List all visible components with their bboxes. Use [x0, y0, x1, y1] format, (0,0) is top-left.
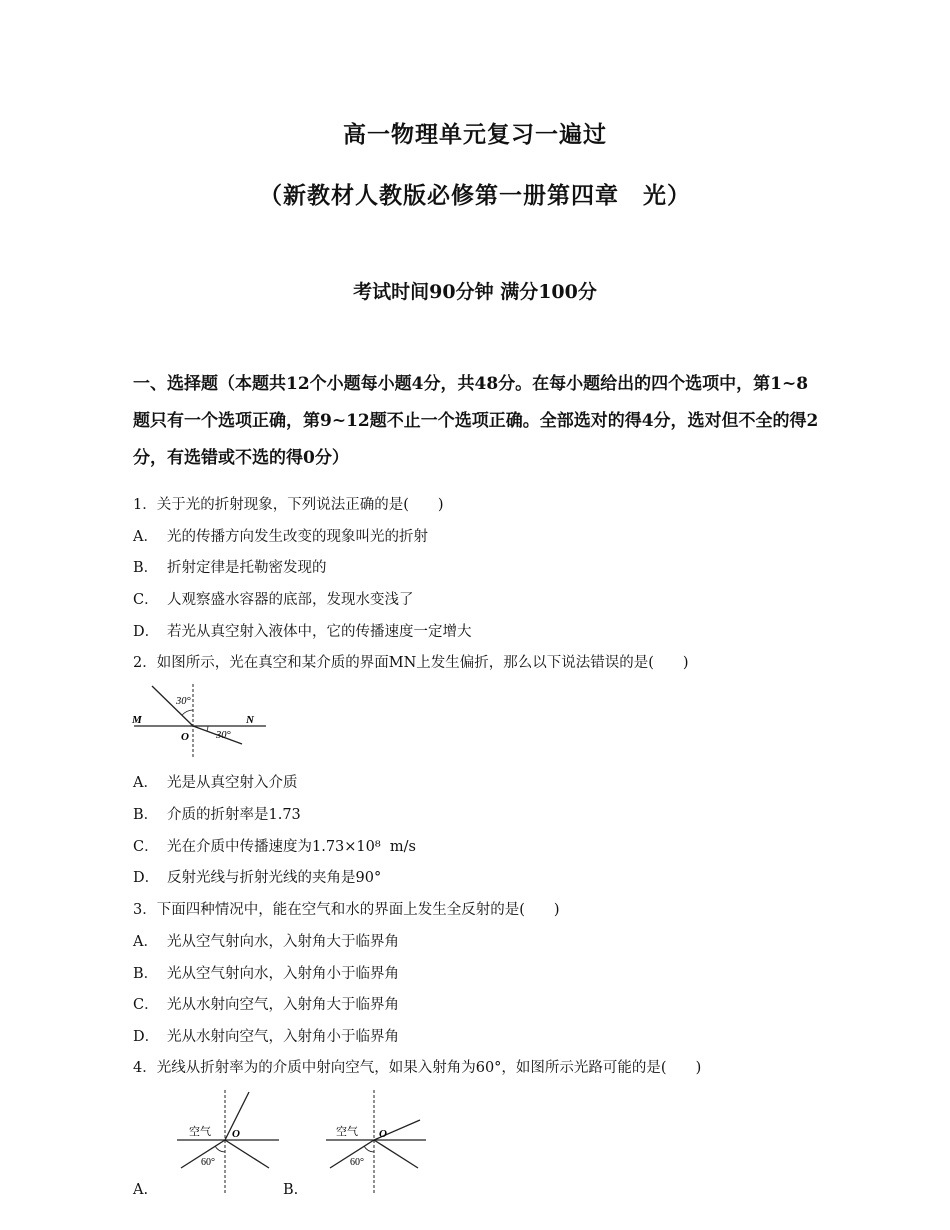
option-text: 介质的折射率是1.73 — [167, 807, 301, 823]
option-3c — [133, 993, 399, 1014]
option-letter: B． — [133, 966, 159, 982]
doc-title: 高一物理单元复习一遍过 — [343, 121, 607, 148]
option-1d — [133, 620, 472, 641]
option-text: 光在介质中传播速度为1.73×10⁸ m/s — [167, 839, 416, 855]
reflected-ray — [225, 1140, 269, 1168]
figure-a-label: A. — [133, 1182, 149, 1198]
light-path-figure-a — [175, 1088, 285, 1196]
option-text: 折射定律是托勒密发现的 — [167, 560, 327, 576]
option-2c — [133, 835, 416, 856]
option-letter: A． — [133, 934, 158, 950]
option-2d — [133, 866, 381, 887]
option-1a — [133, 525, 428, 546]
option-letter: D． — [133, 1029, 160, 1045]
question-1-stem: 1．关于光的折射现象，下列说法正确的是( ) — [133, 497, 444, 513]
figure-b-label: B. — [283, 1182, 299, 1198]
option-text: 光从空气射向水，入射角大于临界角 — [167, 934, 399, 950]
refraction-figure — [130, 682, 270, 760]
label-m: M — [132, 714, 142, 726]
question-4-stem: 4．光线从折射率为的介质中射向空气，如果入射角为60°，如图所示光路可能的是( ) — [133, 1060, 702, 1076]
angle-arc — [207, 726, 208, 731]
option-text: 人观察盛水容器的底部，发现水变浅了 — [167, 592, 414, 608]
label-angle: 60° — [350, 1157, 364, 1168]
option-letter: C． — [133, 592, 159, 608]
label-angle-bottom: 30° — [216, 730, 231, 741]
option-text: 光从水射向空气，入射角大于临界角 — [167, 997, 399, 1013]
doc-subtitle: （新教材人教版必修第一册第四章 光） — [259, 182, 691, 209]
section-heading: 一、选择题（本题共12个小题每小题4分，共48分。在每小题给出的四个选项中，第1~8题只有一个选项正确，第9~12题不止一个选项正确。全部选对的得4分，选对但不全的得2分，有选错或不选的得0分） — [133, 374, 819, 468]
label-n: N — [246, 714, 254, 726]
option-letter: D． — [133, 870, 160, 886]
option-1c — [133, 588, 414, 609]
question-3-stem: 3．下面四种情况中，能在空气和水的界面上发生全反射的是( ) — [133, 902, 560, 918]
option-3a — [133, 930, 399, 951]
label-angle-top: 30° — [176, 696, 191, 707]
option-1b — [133, 556, 327, 577]
option-text: 反射光线与折射光线的夹角是90° — [167, 870, 382, 886]
option-letter: C． — [133, 997, 159, 1013]
angle-arc — [364, 1146, 374, 1152]
label-o: O — [379, 1128, 387, 1140]
label-o: O — [181, 731, 189, 743]
option-3b — [133, 962, 399, 983]
angle-arc — [182, 710, 193, 715]
exam-info: 考试时间90分钟 满分100分 — [353, 281, 597, 303]
option-letter: B． — [133, 807, 159, 823]
option-letter: A． — [133, 775, 158, 791]
option-text: 若光从真空射入液体中，它的传播速度一定增大 — [167, 624, 472, 640]
light-path-figure-b — [322, 1088, 432, 1196]
label-o: O — [232, 1128, 240, 1140]
option-letter: A． — [133, 529, 158, 545]
option-3d — [133, 1025, 399, 1046]
label-angle: 60° — [201, 1157, 215, 1168]
option-text: 光是从真空射入介质 — [167, 775, 298, 791]
label-air: 空气 — [189, 1126, 211, 1138]
label-air: 空气 — [336, 1126, 358, 1138]
option-letter: C． — [133, 839, 159, 855]
option-2a — [133, 771, 298, 792]
option-text: 光从空气射向水，入射角小于临界角 — [167, 966, 399, 982]
reflected-ray — [374, 1140, 418, 1168]
option-2b — [133, 803, 301, 824]
option-text: 光的传播方向发生改变的现象叫光的折射 — [167, 529, 428, 545]
option-letter: B． — [133, 560, 159, 576]
option-letter: D． — [133, 624, 160, 640]
angle-arc — [215, 1146, 225, 1152]
option-text: 光从水射向空气，入射角小于临界角 — [167, 1029, 399, 1045]
question-2-stem: 2．如图所示，光在真空和某介质的界面MN上发生偏折，那么以下说法错误的是( ) — [133, 655, 689, 671]
